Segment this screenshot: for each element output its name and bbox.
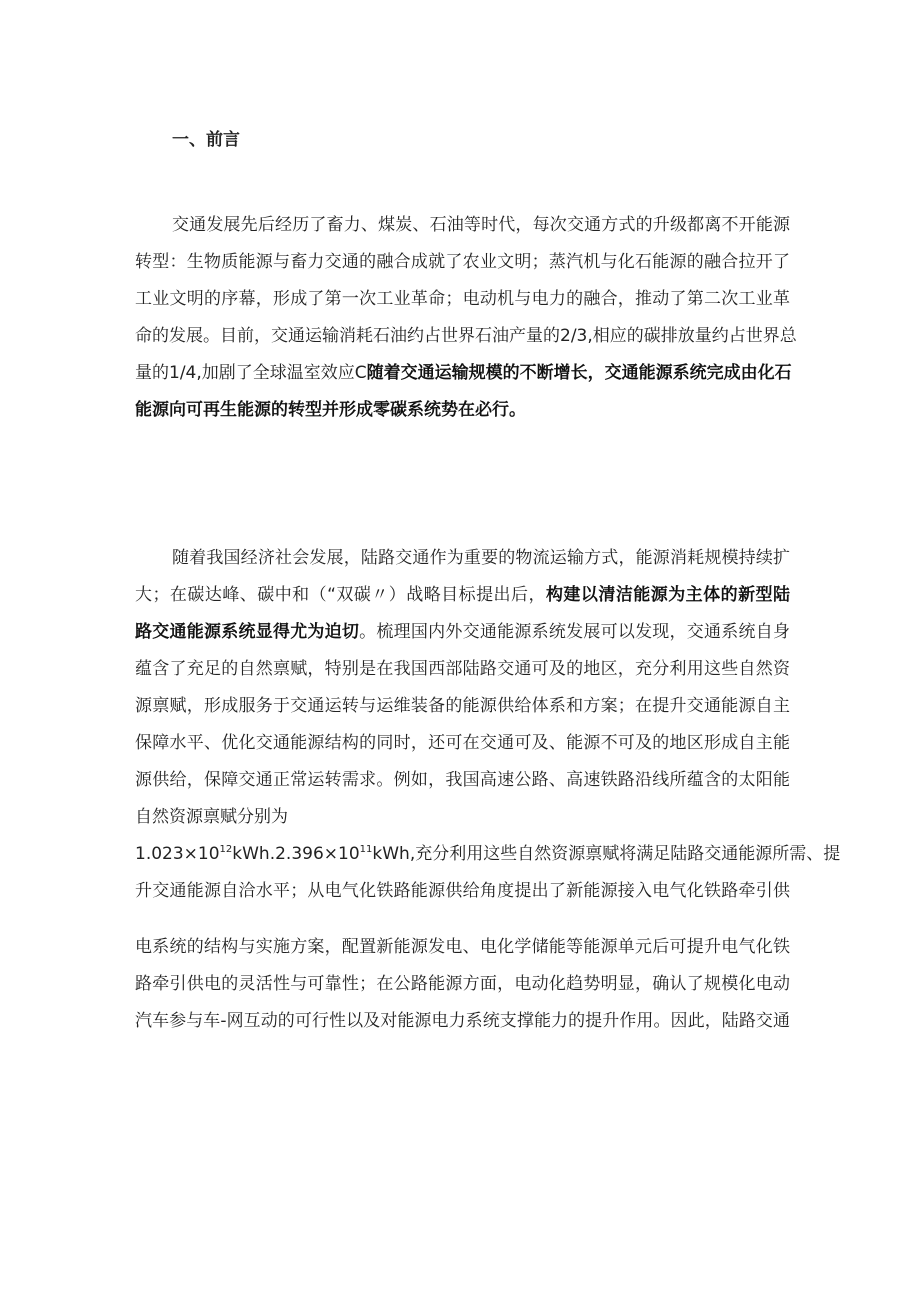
text-line — [135, 695, 790, 717]
text-line — [135, 658, 790, 680]
text-run: 保障水平、优化交通能源结构的同时，还可在交通可及、能源不可及的地区形成自主能 — [135, 733, 790, 753]
bold-text: 随着交通运输规模的不断增长，交通能源系统完成由化石 — [366, 363, 792, 383]
text-run: 转型：生物质能源与畜力交通的融合成就了农业文明；蒸汽机与化石能源的融合拉开了 — [135, 252, 790, 272]
text-run: kWh,充分利用这些自然资源禀赋将满足陆路交通能源所需、提 — [372, 844, 841, 864]
text-run: 。梳理国内外交通能源系统发展可以发现，交通系统自身 — [359, 622, 791, 642]
text-line — [135, 843, 841, 865]
text-line — [135, 325, 797, 347]
text-line — [135, 936, 790, 958]
text-line — [135, 769, 790, 791]
text-run: 量的1/4,加剧了全球温室效应C — [135, 363, 367, 383]
text-run: 命的发展。目前，交通运输消耗石油约占世界石油产量的2/3,相应的碳排放量约占世界总 — [135, 326, 797, 346]
text-line — [135, 251, 790, 273]
text-run: 电系统的结构与实施方案，配置新能源发电、电化学储能等能源单元后可提升电气化铁 — [135, 937, 790, 957]
text-run: 源禀赋，形成服务于交通运转与运维装备的能源供给体系和方案；在提升交通能源自主 — [135, 696, 790, 716]
text-run: 源供给，保障交通正常运转需求。例如，我国高速公路、高速铁路沿线所蕴含的太阳能 — [135, 770, 790, 790]
bold-text: 构建以清洁能源为主体的新型陆 — [545, 585, 791, 605]
text-run: kWh.2.396×10 — [232, 844, 360, 864]
text-run: 工业文明的序幕，形成了第一次工业革命；电动机与电力的融合，推动了第二次工业革 — [135, 289, 790, 309]
text-line — [135, 399, 790, 421]
text-line — [135, 806, 790, 828]
text-line — [135, 1010, 790, 1032]
text-line — [172, 547, 790, 569]
superscript: 12 — [219, 844, 233, 855]
text-run: 路牵引供电的灵活性与可靠性；在公路能源方面，电动化趋势明显，确认了规模化电动 — [135, 974, 790, 994]
section-heading: 一、前言 — [172, 130, 240, 150]
text-line — [135, 362, 790, 384]
text-run: 蕴含了充足的自然禀赋，特别是在我国西部陆路交通可及的地区，充分利用这些自然资 — [135, 659, 790, 679]
text-run: 大；在碳达峰、碳中和（“双碳〃）战略目标提出后， — [135, 585, 546, 605]
text-line — [135, 880, 790, 902]
text-run: 汽车参与车-网互动的可行性以及对能源电力系统支撑能力的提升作用。因此，陆路交通 — [135, 1011, 790, 1031]
bold-text: 路交通能源系统显得尤为迫切 — [135, 622, 360, 642]
text-line — [135, 584, 790, 606]
superscript: 11 — [359, 844, 373, 855]
bold-text: 能源向可再生能源的转型并形成零碳系统势在必行。 — [135, 400, 526, 420]
text-line — [172, 214, 790, 236]
text-run: 自然资源禀赋分别为 — [135, 807, 288, 827]
text-line — [135, 621, 790, 643]
text-run: 1.023×10 — [135, 844, 220, 864]
text-run: 升交通能源自洽水平；从电气化铁路能源供给角度提出了新能源接入电气化铁路牵引供 — [135, 881, 790, 901]
text-line — [135, 288, 790, 310]
text-run: 随着我国经济社会发展，陆路交通作为重要的物流运输方式，能源消耗规模持续扩 — [172, 548, 790, 568]
text-run: 交通发展先后经历了畜力、煤炭、石油等时代，每次交通方式的升级都离不开能源 — [172, 215, 790, 235]
text-line — [135, 732, 790, 754]
text-line — [135, 973, 790, 995]
